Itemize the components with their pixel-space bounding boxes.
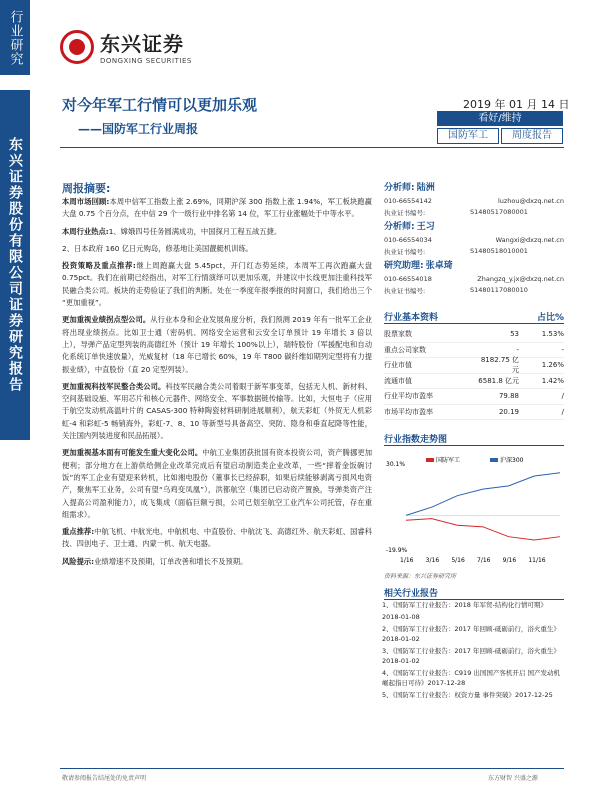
paragraph-lead: 重点推荐: xyxy=(62,527,95,537)
analyst-block xyxy=(384,219,564,256)
x-tick-label: 9/16 xyxy=(502,557,517,564)
related-item[interactable]: 2、《国防军工行业报告：2017 年回顾-砥砺前行，浴火重生》2018-01-02 xyxy=(382,625,560,643)
series-line xyxy=(406,473,560,516)
index-chart xyxy=(384,450,564,570)
row-value: 53 xyxy=(510,330,519,339)
basic-info-heading: 行业基本资料 xyxy=(384,313,439,323)
basic-info-table xyxy=(384,327,564,420)
summary-body xyxy=(62,196,372,573)
index-chart-header xyxy=(384,432,564,446)
related-heading: 相关行业报告 xyxy=(384,589,439,599)
license-label: 执业证书编号: xyxy=(384,287,426,295)
row-value: 8182.75 亿元 xyxy=(480,356,519,375)
row-label: 流通市值 xyxy=(384,376,412,385)
footer-disclaimer: 敬请参阅报告结尾处的免责声明 xyxy=(62,775,147,782)
paragraph xyxy=(62,196,372,221)
related-item[interactable]: 4、《国防军工行业报告：C919 出国国产客机开启 国产发动机崛起指日可待》2017-12-28 xyxy=(382,669,560,687)
row-pct: / xyxy=(561,407,564,416)
row-label: 股票家数 xyxy=(384,330,412,339)
paragraph-text: 科技军民融合类公司着眼于新军事变革，包括无人机、新材料、空间基础设施、军用芯片和核心元器件、网络安全、军事数据链传输等。比如，大恒电子（应用于航空发动机高温叶片的 CASAS-300 特种陶瓷材料研制进展顺利），航天彩虹（外贸无人机彩虹-4 和彩虹-5 畅销海外，彩虹-7、8、10 等新型号具备高空、突防、隐身和垂直起降等性能，关注国内列装进度和民品拓展）。 xyxy=(62,381,373,441)
paragraph-text: 本周中信军工指数上涨 2.69%，同期沪深 300 指数上涨 1.94%，军工板块跑赢大盘 0.75 个百分点，在中信 29 个一级行业中排名第 14 位，军工行业涨幅处于中等水平。 xyxy=(62,197,372,219)
row-pct: 1.42% xyxy=(541,376,564,385)
paragraph-text: 继上周跑赢大盘 5.45pct，开门红态势延续，本周军工再次跑赢大盘 0.75pct。我们在前期已经指出，对军工行情演绎可以更加乐观，并建议中长线更加注重科技军民融合类公司。板块的走势验证了我们的判断。处在一季度年报季报的时间窗口，我们给出三个 “更加重视”。 xyxy=(62,261,373,308)
table-row xyxy=(384,389,564,405)
report-type-tag: 周度报告 xyxy=(501,128,563,144)
related-list xyxy=(382,600,564,702)
paragraph-lead: 本周市场回顾: xyxy=(62,197,110,206)
row-label: 重点公司家数 xyxy=(384,345,426,354)
paragraph xyxy=(62,260,372,309)
analyst-email[interactable]: Wangxi@dxzq.net.cn xyxy=(495,236,564,244)
company-logo xyxy=(60,28,192,65)
paragraph xyxy=(62,314,372,375)
related-item[interactable]: 1、《国防军工行业报告：2018 年军贸-结构化行情可期》 xyxy=(382,601,547,609)
industry-tag: 国防军工 xyxy=(437,128,499,144)
analyst-phone: 010-66554018 xyxy=(384,275,432,283)
table-row xyxy=(384,327,564,343)
header-divider xyxy=(60,147,564,148)
analyst-license: S1480117080010 xyxy=(470,286,528,294)
paragraph xyxy=(62,556,372,568)
legend-label-hs300: 沪深300 xyxy=(500,457,524,464)
row-label: 行业市值 xyxy=(384,361,412,370)
x-tick-label: 3/16 xyxy=(425,557,440,564)
analyst-email[interactable]: Zhangzq_y.jx@dxzq.net.cn xyxy=(477,275,564,283)
row-label: 行业平均市盈率 xyxy=(384,392,433,401)
row-pct: 1.53% xyxy=(541,330,564,339)
related-item[interactable]: 3、《国防军工行业报告：2017 年回顾-砥砺前行，浴火重生》2018-01-02 xyxy=(382,647,560,665)
analyst-role: 分析师: xyxy=(384,222,415,232)
report-subtitle: ——国防军工行业周报 xyxy=(78,122,199,136)
analyst-phone: 010-66554034 xyxy=(384,236,432,244)
row-value: 79.88 xyxy=(498,392,519,401)
paragraph-lead: 更加重视基本面有可能发生重大变化公司。 xyxy=(62,448,203,458)
paragraph-lead: 更加重视业绩拐点型公司。 xyxy=(62,315,151,325)
legend-label-defense: 国防军工 xyxy=(436,457,461,464)
y-top-label: 30.1% xyxy=(386,461,406,468)
logo-en-text: DONGXING SECURITIES xyxy=(100,57,192,65)
related-item[interactable]: 2018-01-08 xyxy=(382,613,420,621)
row-value: 20.19 xyxy=(498,407,519,416)
series-line xyxy=(406,519,560,540)
analyst-email[interactable]: luzhou@dxzq.net.cn xyxy=(497,197,564,205)
row-value: 6581.8 亿元 xyxy=(478,376,519,385)
logo-cn-text: 东兴证券 xyxy=(100,32,184,56)
basic-info-header xyxy=(384,310,564,324)
paragraph xyxy=(62,526,372,551)
paragraph xyxy=(62,381,372,442)
basic-info-pct-col: 占比% xyxy=(536,313,564,323)
license-label: 执业证书编号: xyxy=(384,209,426,217)
logo-mark-icon xyxy=(60,30,94,64)
table-row xyxy=(384,405,564,421)
analyst-license: S1480518010001 xyxy=(470,247,528,255)
analyst-block xyxy=(384,258,564,295)
row-pct: - xyxy=(561,345,564,354)
table-row xyxy=(384,374,564,390)
x-tick-label: 11/16 xyxy=(528,557,546,564)
paragraph-text: 2、日本政府 160 亿日元购岛，修基地让美国靓艇机训练。 xyxy=(62,243,254,253)
paragraph-text: 中航工业集团获批国有资本投资公司，资产腾挪更加便利；部分地方在上游供给侧企业改革完成后有望启动制造类企业改革，一些“摔着金饭碗讨饭”的军工企业有望迎来转机，比如湘电股份（董事长已经辞职，如果后续能够剥离亏损风电资产，聚焦军工业务，公司有望“乌鸡变凤凰”），洪都航空（集团已启动资产置换，导弹类资产注入提高公司盈利能力），成飞集成（面临巨额亏损，公司已划至航空工业汽车公司托管，存在重组需求）。 xyxy=(62,448,373,519)
sidebar-category-text: 行业研究 xyxy=(7,9,23,66)
x-tick-label: 1/16 xyxy=(400,557,414,564)
paragraph xyxy=(62,226,372,238)
report-date: 2019 年 01 月 14 日 xyxy=(463,98,570,111)
footer-divider xyxy=(60,768,564,769)
paragraph-lead: 投资策略及重点推荐: xyxy=(62,261,136,271)
analyst-role: 研究助理: xyxy=(384,261,424,271)
paragraph-lead: 风险提示: xyxy=(62,556,95,566)
sidebar-category xyxy=(0,0,30,75)
legend-swatch-defense xyxy=(426,458,434,462)
report-title: 对今年军工行情可以更加乐观 xyxy=(62,96,258,114)
chart-series xyxy=(406,473,560,540)
analyst-role: 分析师: xyxy=(384,183,415,193)
sidebar-company-text: 东兴证券股份有限公司证券研究报告 xyxy=(7,137,23,393)
related-header xyxy=(384,586,564,600)
license-label: 执业证书编号: xyxy=(384,248,426,256)
row-value: - xyxy=(516,345,519,354)
analyst-name: 陆洲 xyxy=(416,183,435,193)
paragraph-text: 业绩增速不及预期，订单改善和增长不及预期。 xyxy=(94,556,248,566)
x-tick-label: 5/16 xyxy=(451,557,465,564)
paragraph-text: 1、嫦娥四号任务圆满成功，中国探月工程五战五捷。 xyxy=(108,226,282,236)
chart-source: 资料来源：东兴证券研究所 xyxy=(384,573,457,580)
footer-slogan: 东方财智 兴盛之源 xyxy=(488,775,538,782)
paragraph-text: 从行业本身和企业发展角度分析，我们预测 2019 年有一批军工企业将出现业绩拐点。比如卫士通（密码机、网络安全运营和云安全订单预计 19 年增长 3 倍以上），导弹产品定型列装的高德红外（预计 19 年增长 100%以上），瑞特股份（军援配电和自动化系统订单快速放量），光威复材（18 年已增长 60%，19 年 T800 碳纤维如期列定型将有力提振业绩），中直股份（直 20 定型列装）。 xyxy=(62,315,372,374)
x-axis-ticks xyxy=(400,557,546,564)
paragraph xyxy=(62,447,372,521)
rating-badge: 看好/维持 xyxy=(437,111,563,126)
analyst-license: S1480517080001 xyxy=(470,208,528,216)
paragraph-lead: 更加重视科技军民整合类公司。 xyxy=(62,381,166,391)
analyst-phone: 010-66554142 xyxy=(384,197,432,205)
analyst-name: 王习 xyxy=(416,222,435,232)
row-pct: / xyxy=(561,392,564,401)
table-row xyxy=(384,358,564,374)
paragraph-text: 中航飞机、中航光电、中航机电、中直股份、中航沈飞、高德红外、航天彩虹、国睿科技、四创电子、卫士通、内蒙一机、航天电器。 xyxy=(62,527,373,549)
index-chart-heading: 行业指数走势图 xyxy=(384,435,448,445)
legend-swatch-hs300 xyxy=(490,458,498,462)
paragraph xyxy=(62,243,372,255)
row-label: 市场平均市盈率 xyxy=(384,407,433,416)
sidebar-company xyxy=(0,90,30,440)
y-bottom-label: -19.9% xyxy=(386,547,408,554)
row-pct: 1.26% xyxy=(541,361,564,370)
paragraph-lead: 本周行业热点: xyxy=(62,226,109,236)
x-tick-label: 7/16 xyxy=(477,557,491,564)
analyst-block xyxy=(384,180,564,217)
analyst-name: 张卓琦 xyxy=(425,261,453,271)
summary-heading: 周报摘要: xyxy=(62,182,111,195)
related-item[interactable]: 5、《国防军工行业报告：权资方量 事件突破》2017-12-25 xyxy=(382,691,553,699)
